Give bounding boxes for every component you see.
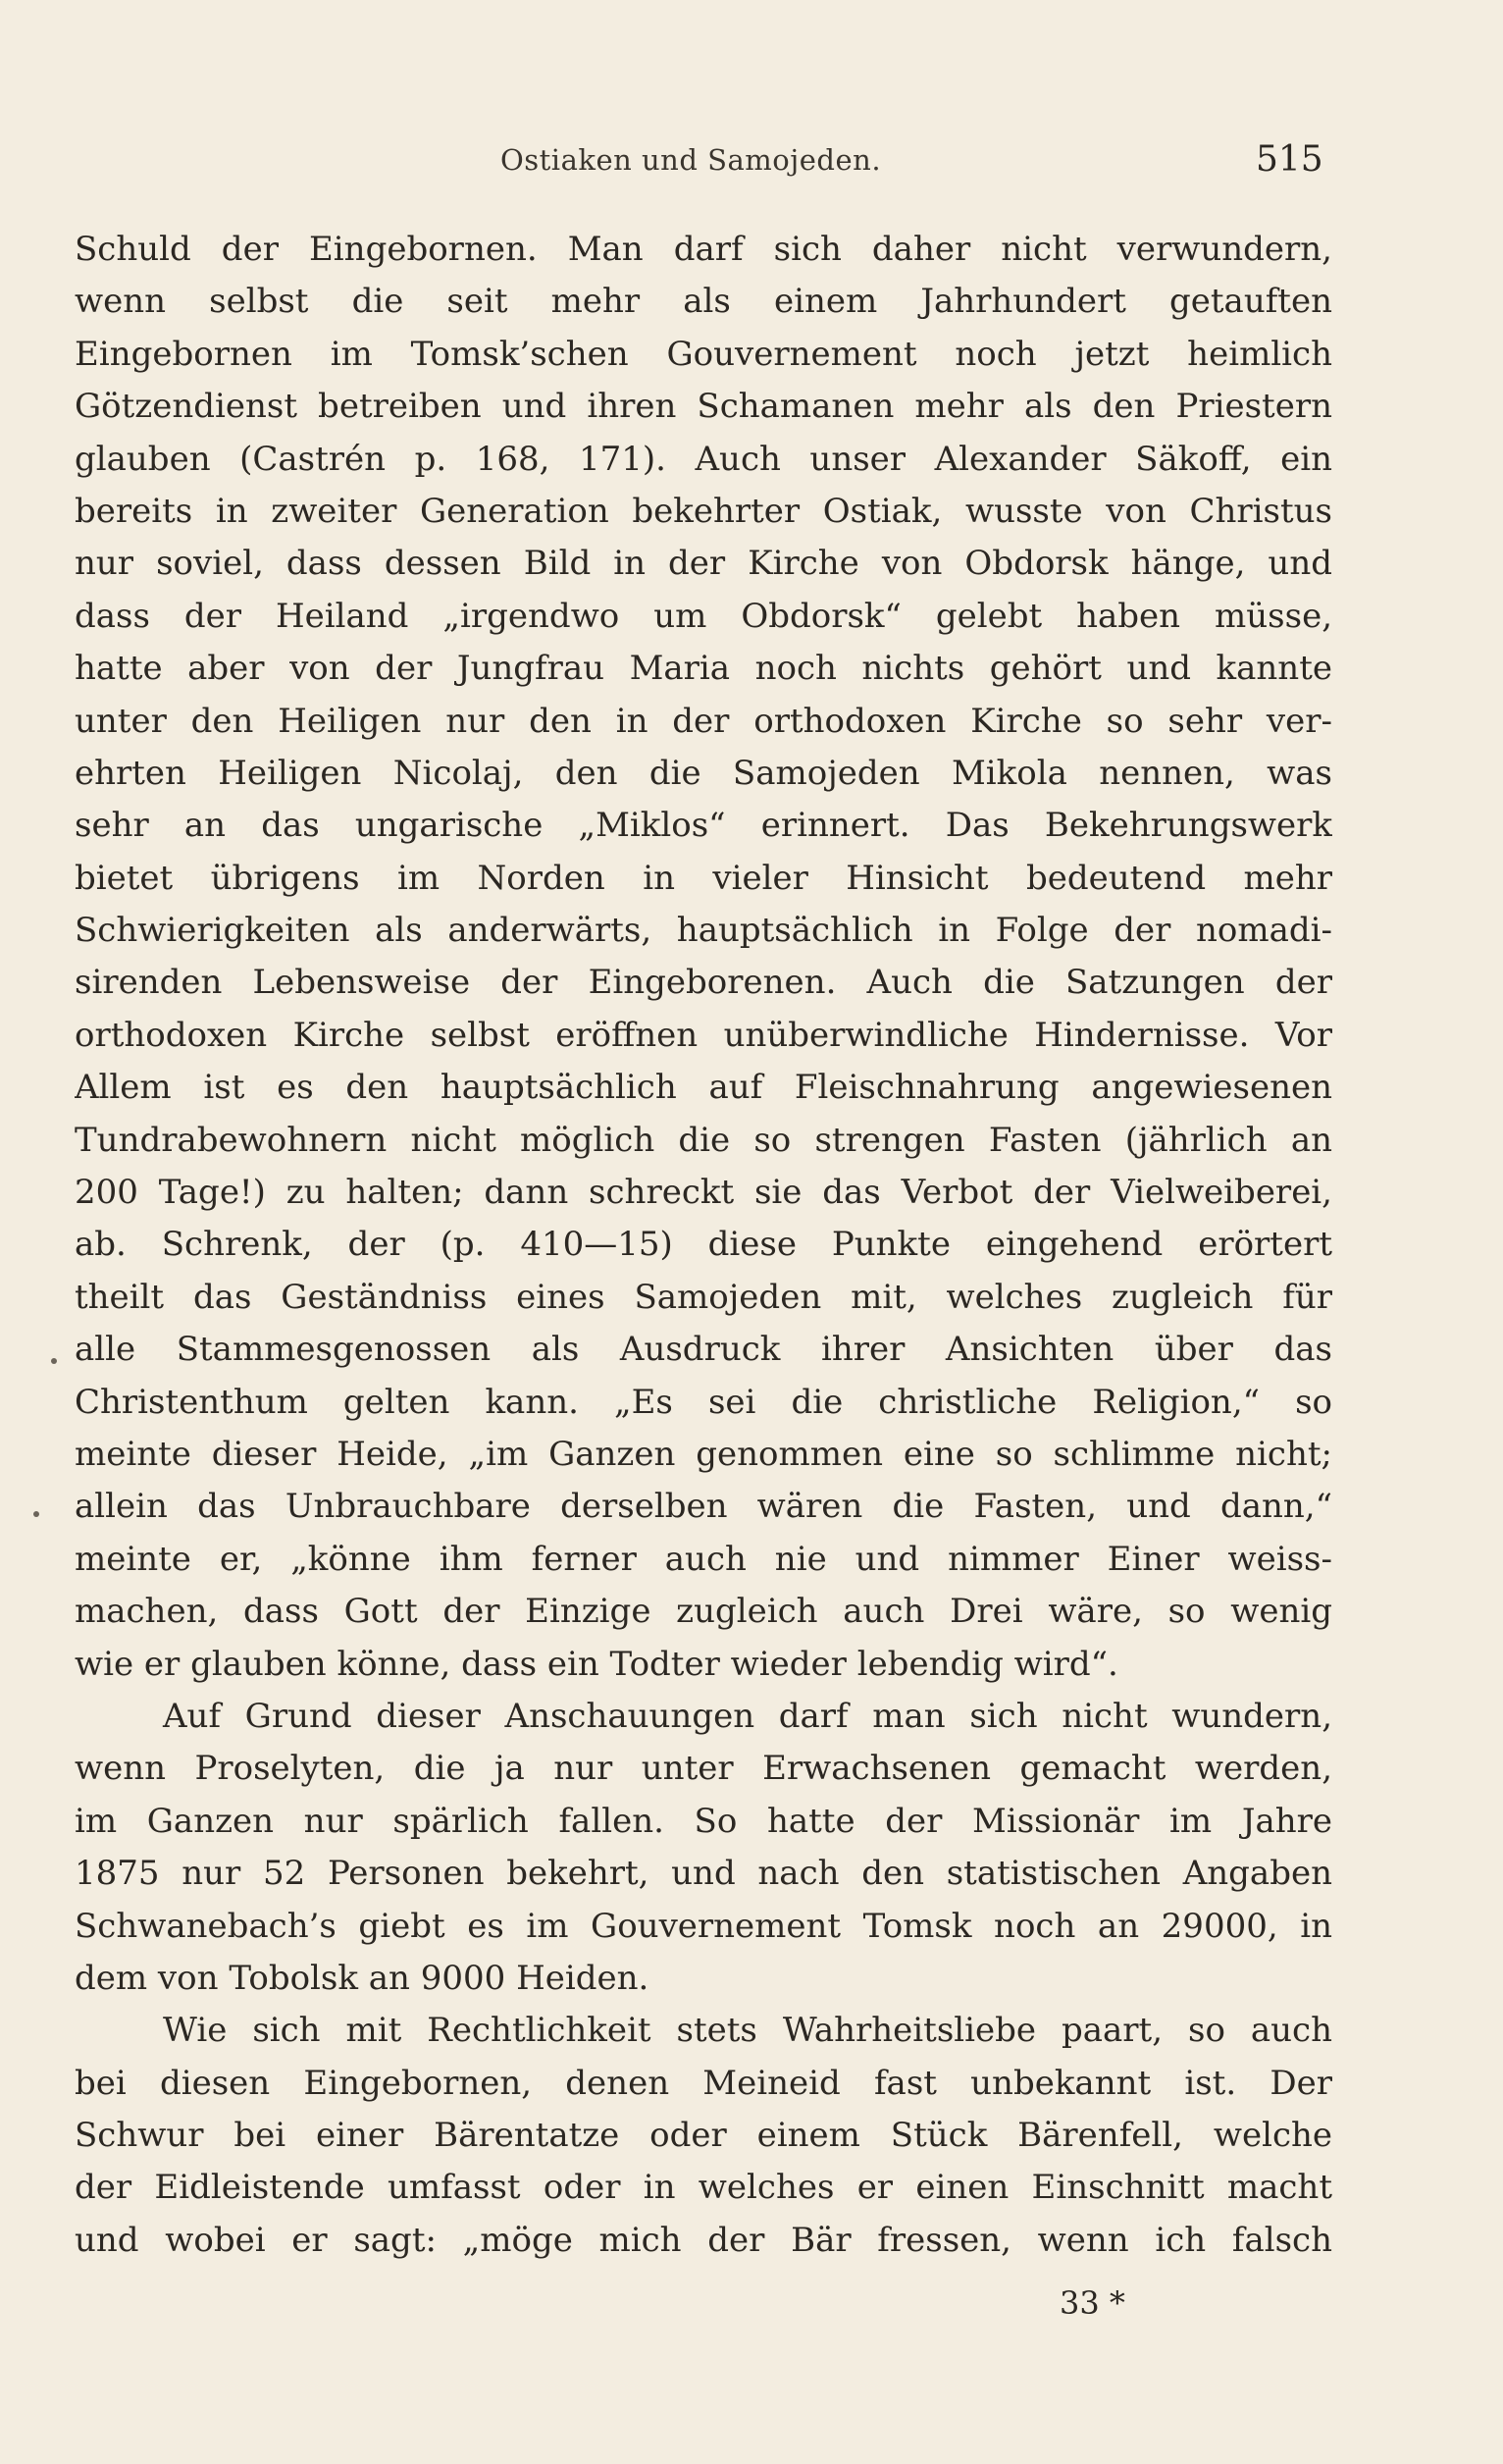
text-line: der Eidleistende umfasst oder in welches er einen Einschnitt macht [75, 2168, 1332, 2208]
text-line: bei diesen Eingebornen, denen Meineid fast unbekannt ist. Der [75, 2063, 1332, 2103]
margin-dot [51, 1358, 57, 1364]
text-line: meinte dieser Heide, „im Ganzen genommen eine so schlimme nicht; [75, 1434, 1332, 1474]
text-line: Götzendienst betreiben und ihren Schamanen mehr als den Priestern [75, 387, 1332, 427]
text-line: bereits in zweiter Generation bekehrter Ostiak, wusste von Christus [75, 491, 1332, 531]
text-line: theilt das Geständniss eines Samojeden mit, welches zugleich für [75, 1277, 1332, 1317]
text-line: nur soviel, dass dessen Bild in der Kirche von Obdorsk hänge, und [75, 544, 1332, 584]
margin-dot [33, 1511, 39, 1517]
text-line: sirenden Lebensweise der Eingeborenen. Auch die Satzungen der [75, 963, 1332, 1003]
text-line: Schwierigkeiten als anderwärts, hauptsächlich in Folge der nomadi- [75, 911, 1332, 951]
text-line: Eingebornen im Tomsk’schen Gouvernement noch jetzt heimlich [75, 334, 1332, 374]
text-line: im Ganzen nur spärlich fallen. So hatte der Missionär im Jahre [75, 1801, 1332, 1841]
text-line: meinte er, „könne ihm ferner auch nie und nimmer Einer weiss- [75, 1539, 1332, 1579]
paragraph-start-line: Wie sich mit Rechtlichkeit stets Wahrheitsliebe paart, so auch [163, 2011, 1332, 2051]
text-line: wenn Proselyten, die ja nur unter Erwachsenen gemacht werden, [75, 1749, 1332, 1789]
paragraph-start-line: Auf Grund dieser Anschauungen darf man sich nicht wundern, [163, 1696, 1332, 1736]
text-line: Schwanebach’s giebt es im Gouvernement Tomsk noch an 29000, in [75, 1906, 1332, 1946]
text-line: sehr an das ungarische „Miklos“ erinnert. Das Bekehrungswerk [75, 806, 1332, 846]
text-line: Schuld der Eingebornen. Man darf sich daher nicht verwundern, [75, 230, 1332, 269]
text-line: allein das Unbrauchbare derselben wären die Fasten, und dann,“ [75, 1487, 1332, 1527]
page-number: 515 [1256, 139, 1323, 180]
text-line: orthodoxen Kirche selbst eröffnen unüberwindliche Hindernisse. Vor [75, 1015, 1332, 1055]
text-line: alle Stammesgenossen als Ausdruck ihrer Ansichten über das [75, 1330, 1332, 1370]
text-line: bietet übrigens im Norden in vieler Hinsicht bedeutend mehr [75, 858, 1332, 898]
text-line: Christenthum gelten kann. „Es sei die christliche Religion,“ so [75, 1382, 1332, 1422]
text-line: Tundrabewohnern nicht möglich die so strengen Fasten (jährlich an [75, 1120, 1332, 1160]
text-line: und wobei er sagt: „möge mich der Bär fressen, wenn ich falsch [75, 2220, 1332, 2260]
paragraph-end-line: dem von Tobolsk an 9000 Heiden. [75, 1958, 649, 1998]
text-line: hatte aber von der Jungfrau Maria noch nichts gehört und kannte [75, 649, 1332, 689]
text-line: dass der Heiland „irgendwo um Obdorsk“ gelebt haben müsse, [75, 596, 1332, 636]
text-line: 1875 nur 52 Personen bekehrt, und nach den statistischen Angaben [75, 1854, 1332, 1894]
text-line: ehrten Heiligen Nicolaj, den die Samojeden Mikola nennen, was [75, 753, 1332, 793]
text-line: ab. Schrenk, der (p. 410—15) diese Punkte eingehend erörtert [75, 1225, 1332, 1265]
text-line: glauben (Castrén p. 168, 171). Auch unser Alexander Säkoff, ein [75, 439, 1332, 479]
signature-mark: 33 * [1060, 2284, 1125, 2322]
text-line: machen, dass Gott der Einzige zugleich auch Drei wäre, so wenig [75, 1592, 1332, 1632]
paragraph-end-line: wie er glauben könne, dass ein Todter wieder lebendig wird“. [75, 1644, 1118, 1684]
text-line: Allem ist es den hauptsächlich auf Fleischnahrung angewiesenen [75, 1068, 1332, 1108]
running-title: Ostiaken und Samojeden. [500, 143, 882, 177]
text-line: unter den Heiligen nur den in der orthodoxen Kirche so sehr ver- [75, 701, 1332, 741]
text-line: 200 Tage!) zu halten; dann schreckt sie das Verbot der Vielweiberei, [75, 1173, 1332, 1213]
body-text [75, 224, 1332, 2267]
text-line: wenn selbst die seit mehr als einem Jahrhundert getauften [75, 282, 1332, 322]
text-line: Schwur bei einer Bärentatze oder einem Stück Bärenfell, welche [75, 2116, 1332, 2156]
running-head [0, 139, 1503, 192]
